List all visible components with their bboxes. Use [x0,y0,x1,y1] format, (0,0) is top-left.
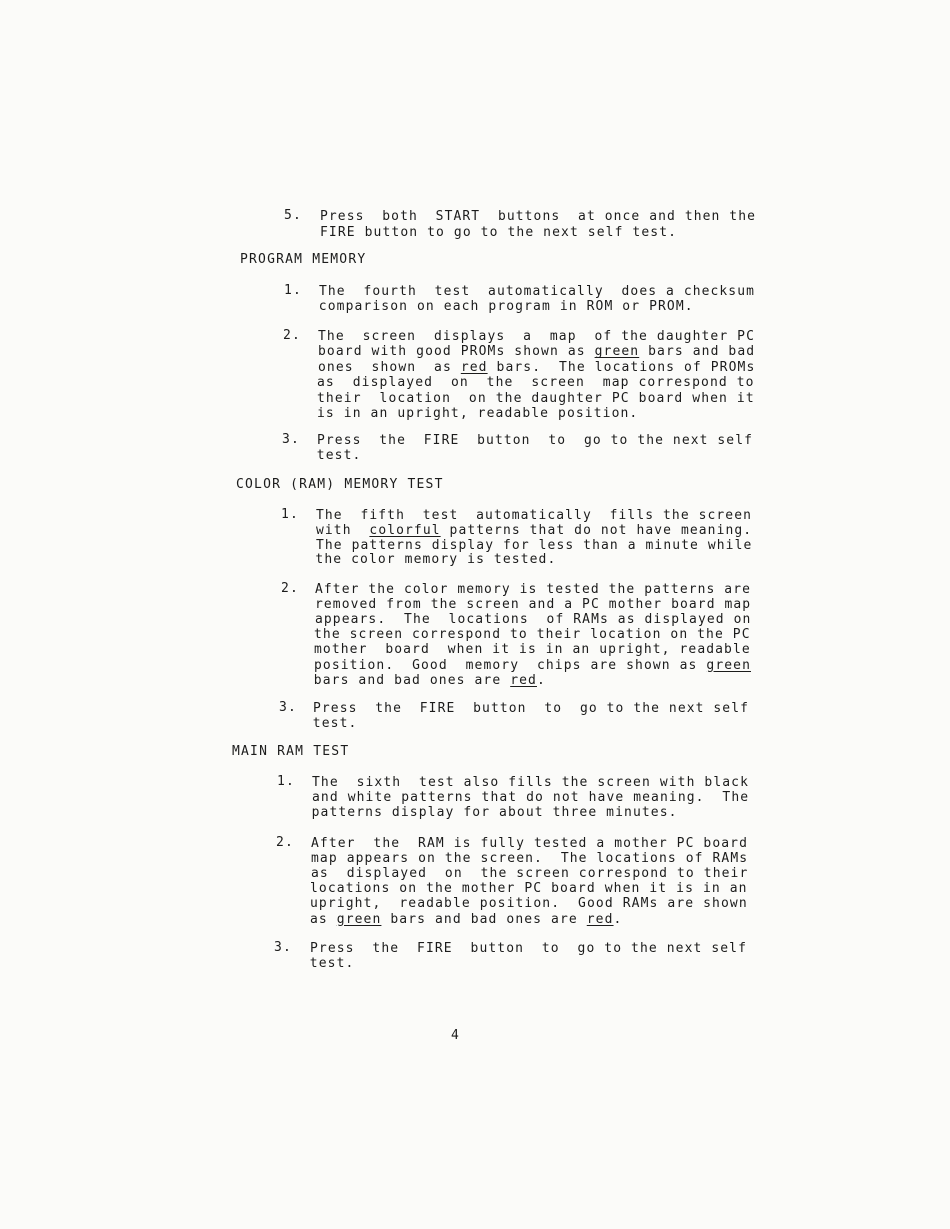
text-run: patterns that do not have meaning. [440,522,752,538]
text-run: mother board when it is in an upright, readable [314,642,751,658]
text-line [310,941,747,956]
text-line [314,673,546,688]
text-line [319,284,755,299]
underlined-word: green [594,344,640,360]
step-number: 2. [276,835,295,850]
text-run: bars and bad ones are [313,672,511,688]
text-line [317,391,755,406]
text-line [314,642,751,657]
text-run: position. Good memory chips are shown as [314,657,707,673]
text-run: as displayed on the screen map correspond to [317,375,755,391]
text-run: with [315,522,370,538]
underlined-word: red [460,359,488,375]
text-line [313,716,358,731]
text-run: as displayed on the screen correspond to their [310,866,748,882]
text-line [317,448,362,463]
text-run: Press the FIRE button to go to the next self [310,941,747,956]
step-number: 2. [283,328,302,343]
text-run: Press the FIRE button to go to the next self [313,701,749,716]
underlined-word: red [586,911,614,927]
text-run: map appears on the screen. The locations of RAMs [310,851,748,867]
step-number: 3. [279,700,298,715]
text-line [319,299,694,314]
text-run: bars. The locations of PROMs [487,359,755,375]
text-run: . [613,911,623,927]
text-line [311,851,748,866]
step-number: 3. [274,940,293,955]
text-line [316,538,752,553]
text-line [312,775,749,790]
text-line [316,508,752,523]
step-number: 3. [282,432,301,447]
text-run: is in an upright, readable position. [317,406,639,421]
text-run: patterns display for about three minutes. [311,805,678,821]
text-run: removed from the screen and a PC mother board map [314,597,751,613]
text-line [318,329,755,344]
text-line: FIRE button to go to the next self test. [320,225,678,240]
text-run: the color memory is tested. [315,552,557,568]
text-line [312,805,678,820]
text-line [315,582,751,597]
text-run: bars and bad [639,344,755,360]
text-line [318,344,755,359]
text-line [315,552,556,567]
text-line [311,866,748,881]
text-run: board with good PROMs shown as [317,344,595,360]
text-line [314,658,751,673]
step-number: 1. [277,774,296,789]
text-line [317,433,753,448]
text-run: . [536,672,546,688]
section-heading: MAIN RAM TEST [232,744,350,759]
text-line [310,881,748,896]
text-run: ones shown as [317,359,461,375]
step-number: 1. [281,507,300,522]
text-run: The fifth test automatically fills the screen [316,508,752,523]
text-line [312,790,749,805]
text-run: The sixth test also fills the screen with black [312,775,749,790]
text-run: as [310,911,337,927]
page-number: 4 [451,1028,459,1043]
text-run: appears. The locations of RAMs as displayed on [314,612,751,628]
text-line [313,701,749,716]
text-line: Press both START buttons at once and then the [320,209,756,224]
step-number: 5. [284,208,303,223]
text-run: test. [316,448,362,463]
text-run: upright, readable position. Good RAMs are shown [310,896,748,912]
text-line [310,956,355,971]
text-run: The patterns display for less than a minute while [315,537,752,553]
underlined-word: colorful [369,522,441,538]
text-run: comparison on each program in ROM or PROM. [318,299,694,314]
text-run: Press the FIRE button to go to the next self [317,433,753,448]
step-number: 2. [281,581,300,596]
underlined-word: green [336,911,382,927]
text-line [311,836,748,851]
text-run: test. [312,716,358,731]
step-number: 1. [284,283,303,298]
text-run: the screen correspond to their location on the PC [314,627,751,643]
text-run: bars and bad ones are [381,911,587,927]
text-line [316,523,752,538]
text-line [318,360,755,375]
text-run: After the RAM is fully tested a mother PC board [311,836,748,851]
text-run: test. [309,956,355,971]
section-heading: PROGRAM MEMORY [240,252,367,267]
text-run: The fourth test automatically does a checksum [319,284,755,299]
section-heading: COLOR (RAM) MEMORY TEST [236,477,444,492]
text-run: locations on the mother PC board when it is in an [310,881,748,897]
text-line [310,896,748,911]
text-line [317,375,755,390]
text-run: After the color memory is tested the patterns are [315,582,751,597]
text-line [314,627,751,642]
text-line [315,597,751,612]
text-run: The screen displays a map of the daughter PC [318,329,755,344]
text-run: their location on the daughter PC board when it [317,390,755,406]
underlined-word: green [706,657,751,673]
text-line [310,912,622,927]
text-line [317,406,638,421]
underlined-word: red [510,672,537,688]
text-run: and white patterns that do not have meaning. The [311,790,749,806]
text-line [315,612,751,627]
